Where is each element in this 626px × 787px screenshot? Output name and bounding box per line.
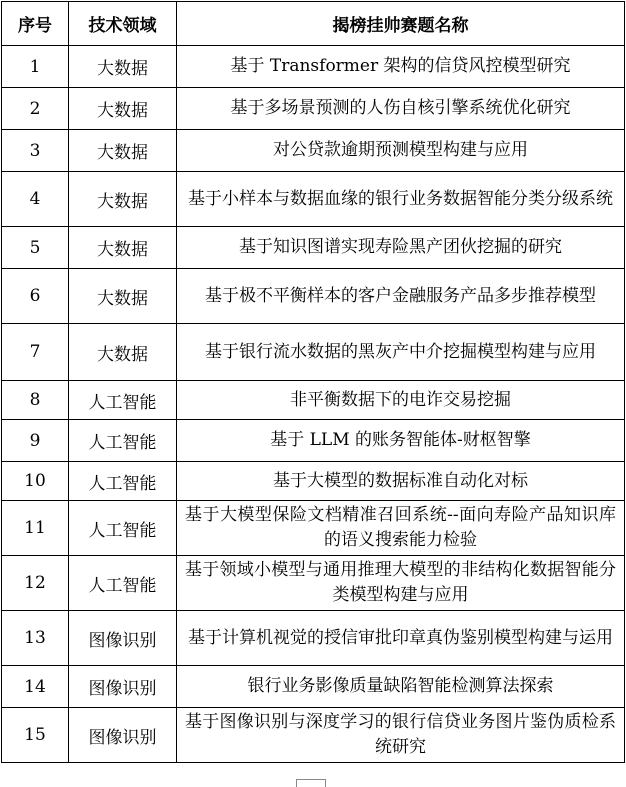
- table-row: [2, 611, 625, 666]
- row-index: 2: [2, 88, 69, 130]
- challenge-topics-table: [1, 1, 625, 763]
- row-index: 9: [2, 420, 69, 462]
- row-title: 基于图像识别与深度学习的银行信贷业务图片鉴伪质检系统研究: [177, 708, 625, 763]
- row-index: 10: [2, 462, 69, 501]
- row-field: 人工智能: [69, 462, 177, 501]
- table-row: [2, 269, 625, 324]
- table-row: [2, 324, 625, 381]
- row-index: 3: [2, 130, 69, 172]
- header-index: 序号: [2, 2, 69, 46]
- row-title: 基于大模型保险文档精准召回系统--面向寿险产品知识库的语义搜索能力检验: [177, 501, 625, 556]
- row-index: 15: [2, 708, 69, 763]
- row-title: 基于多场景预测的人伤自核引擎系统优化研究: [177, 88, 625, 130]
- table-row: [2, 46, 625, 88]
- row-index: 4: [2, 172, 69, 227]
- row-title: 基于 Transformer 架构的信贷风控模型研究: [177, 46, 625, 88]
- row-index: 13: [2, 611, 69, 666]
- table-row: [2, 420, 625, 462]
- row-field: 人工智能: [69, 381, 177, 420]
- row-index: 7: [2, 324, 69, 381]
- row-title: 非平衡数据下的电诈交易挖掘: [177, 381, 625, 420]
- table-row: [2, 172, 625, 227]
- row-index: 1: [2, 46, 69, 88]
- row-field: 大数据: [69, 46, 177, 88]
- table-row: [2, 130, 625, 172]
- row-index: 8: [2, 381, 69, 420]
- row-field: 图像识别: [69, 708, 177, 763]
- table-row: [2, 708, 625, 763]
- row-field: 大数据: [69, 269, 177, 324]
- row-index: 6: [2, 269, 69, 324]
- row-field: 大数据: [69, 88, 177, 130]
- table-row: [2, 381, 625, 420]
- row-title: 基于 LLM 的账务智能体-财枢智擎: [177, 420, 625, 462]
- row-field: 图像识别: [69, 666, 177, 708]
- table-row: [2, 666, 625, 708]
- row-field: 图像识别: [69, 611, 177, 666]
- row-title: 基于银行流水数据的黑灰产中介挖掘模型构建与应用: [177, 324, 625, 381]
- row-field: 人工智能: [69, 556, 177, 611]
- table-row: [2, 501, 625, 556]
- row-index: 11: [2, 501, 69, 556]
- row-field: 大数据: [69, 227, 177, 269]
- row-title: 银行业务影像质量缺陷智能检测算法探索: [177, 666, 625, 708]
- table-row: [2, 556, 625, 611]
- row-title: 基于知识图谱实现寿险黑产团伙挖掘的研究: [177, 227, 625, 269]
- header-title: 揭榜挂帅赛题名称: [177, 2, 625, 46]
- row-title: 基于极不平衡样本的客户金融服务产品多步推荐模型: [177, 269, 625, 324]
- row-title: 基于大模型的数据标准自动化对标: [177, 462, 625, 501]
- table-row: [2, 88, 625, 130]
- row-index: 5: [2, 227, 69, 269]
- row-title: 基于领域小模型与通用推理大模型的非结构化数据智能分类模型构建与应用: [177, 556, 625, 611]
- row-field: 大数据: [69, 172, 177, 227]
- row-field: 人工智能: [69, 420, 177, 462]
- row-title: 基于计算机视觉的授信审批印章真伪鉴别模型构建与运用: [177, 611, 625, 666]
- row-field: 大数据: [69, 130, 177, 172]
- row-index: 14: [2, 666, 69, 708]
- row-title: 对公贷款逾期预测模型构建与应用: [177, 130, 625, 172]
- row-title: 基于小样本与数据血缘的银行业务数据智能分类分级系统: [177, 172, 625, 227]
- row-index: 12: [2, 556, 69, 611]
- table-row: [2, 462, 625, 501]
- row-field: 大数据: [69, 324, 177, 381]
- page-number-box: [296, 779, 326, 787]
- table-row: [2, 227, 625, 269]
- header-field: 技术领域: [69, 2, 177, 46]
- header-row: [2, 2, 625, 46]
- row-field: 人工智能: [69, 501, 177, 556]
